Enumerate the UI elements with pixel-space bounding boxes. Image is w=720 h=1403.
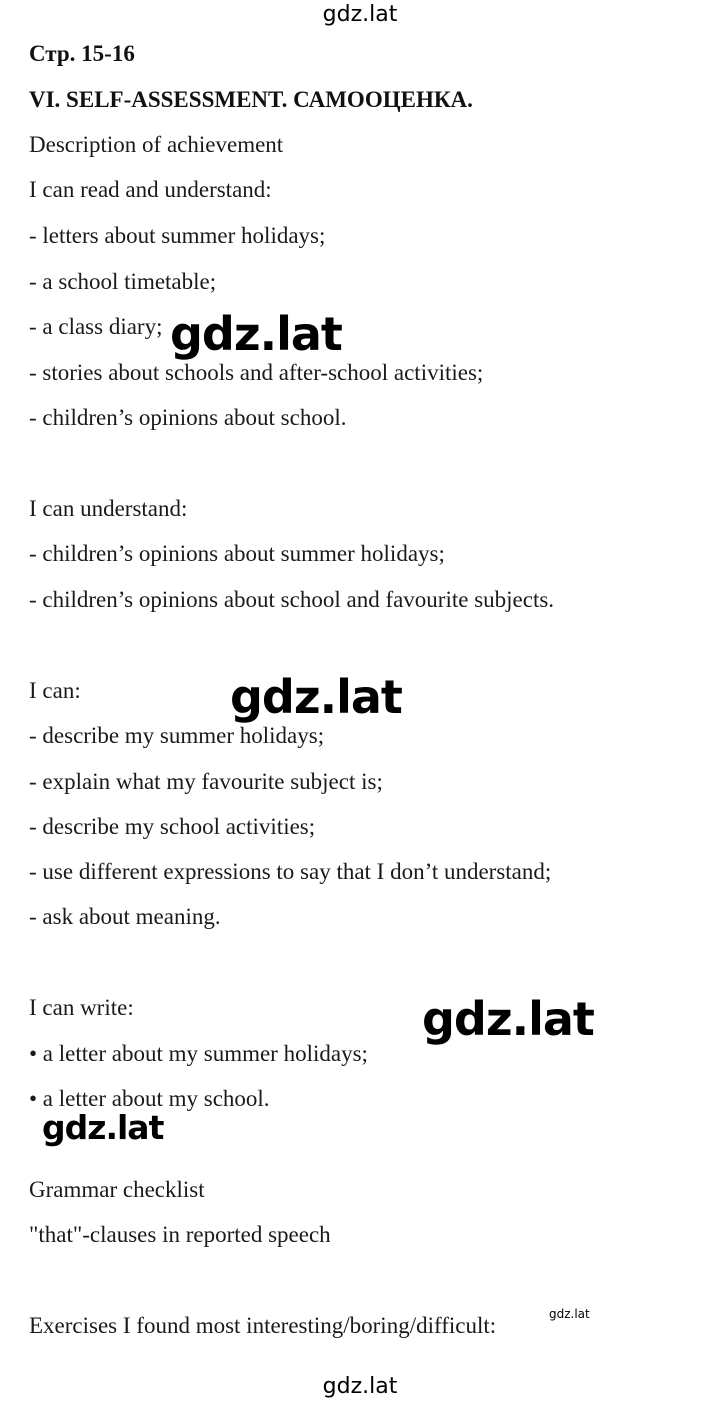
listening-heading: I can understand: [29,496,188,521]
listening-item: - children’s opinions about school and favourite subjects. [29,587,555,612]
reading-item: - stories about schools and after-school activities; [29,360,484,385]
grammar-heading: Grammar checklist [29,1177,205,1202]
speaking-item: - explain what my favourite subject is; [29,769,383,794]
reading-item: - a class diary; [29,314,163,339]
listening-item: - children’s opinions about summer holidays; [29,541,445,566]
description-heading: Description of achievement [29,132,284,157]
watermark-overlay: gdz.lat [170,307,342,361]
watermark-tiny: gdz.lat [549,1307,590,1321]
speaking-item: - describe my summer holidays; [29,723,325,748]
watermark-overlay: gdz.lat [42,1108,164,1147]
reading-item: - a school timetable; [29,269,217,294]
speaking-item: - describe my school activities; [29,814,316,839]
speaking-heading: I can: [29,678,81,703]
watermark-bottom: gdz.lat [322,1374,398,1399]
watermark-overlay: gdz.lat [230,670,402,724]
writing-item: • a letter about my summer holidays; [29,1041,368,1066]
reading-item: - letters about summer holidays; [29,223,326,248]
watermark-top: gdz.lat [322,2,398,27]
reading-heading: I can read and understand: [29,177,272,202]
writing-item: • a letter about my school. [29,1086,270,1111]
grammar-item: "that"-clauses in reported speech [29,1222,331,1247]
watermark-overlay: gdz.lat [422,992,594,1046]
writing-heading: I can write: [29,995,134,1020]
pages-reference: Стр. 15-16 [29,41,135,66]
speaking-item: - use different expressions to say that I don’t understand; [29,859,552,884]
exercises-line: Exercises I found most interesting/boring/difficult: [29,1313,497,1338]
section-title: VI. SELF-ASSESSMENT. САМООЦЕНКА. [29,87,473,112]
reading-item: - children’s opinions about school. [29,405,347,430]
speaking-item: - ask about meaning. [29,904,221,929]
